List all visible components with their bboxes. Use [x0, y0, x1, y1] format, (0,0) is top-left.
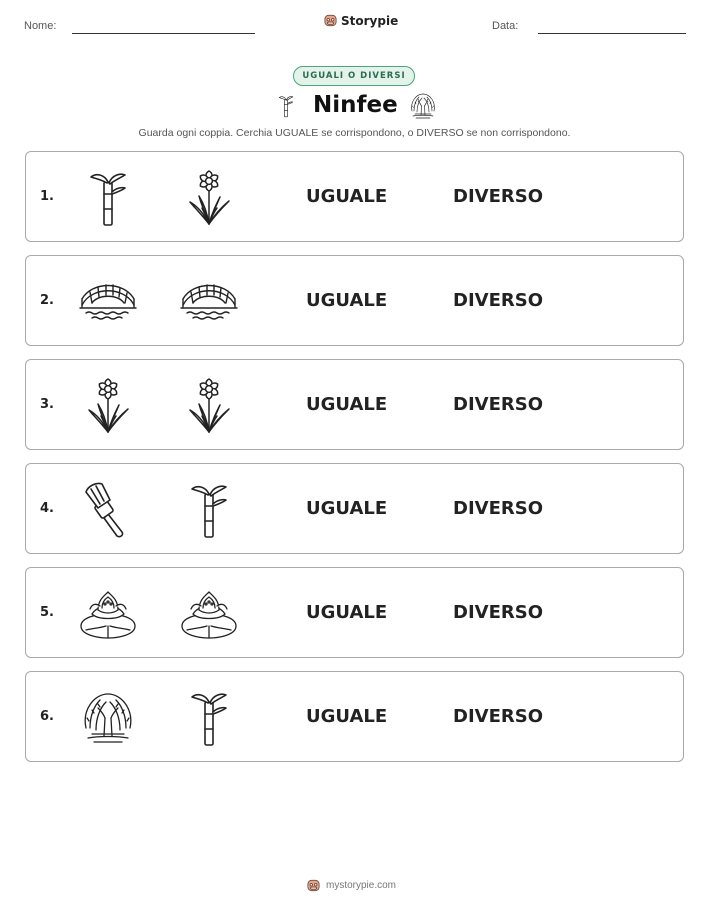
paintbrush-icon — [78, 480, 138, 540]
row-number: 6. — [40, 709, 54, 724]
question-row-4 — [25, 463, 684, 554]
footer-url[interactable]: mystorypie.com — [326, 880, 397, 891]
option-different[interactable]: DIVERSO — [453, 290, 543, 311]
bridge-icon — [78, 272, 138, 332]
option-same[interactable]: UGUALE — [306, 498, 388, 519]
name-line[interactable] — [72, 33, 255, 34]
brand-name: Storypie — [341, 13, 399, 28]
row-number: 1. — [40, 189, 54, 204]
option-same[interactable]: UGUALE — [306, 394, 388, 415]
option-same[interactable]: UGUALE — [306, 186, 388, 207]
question-row-2 — [25, 255, 684, 346]
option-different[interactable]: DIVERSO — [453, 602, 543, 623]
row-number: 3. — [40, 397, 54, 412]
question-row-1 — [25, 151, 684, 242]
question-row-5 — [25, 567, 684, 658]
option-different[interactable]: DIVERSO — [453, 498, 543, 519]
option-same[interactable]: UGUALE — [306, 706, 388, 727]
daffodil-icon — [179, 168, 239, 228]
water-lily-icon — [78, 584, 138, 644]
option-same[interactable]: UGUALE — [306, 290, 388, 311]
question-row-6 — [25, 671, 684, 762]
willow-tree-icon — [78, 688, 138, 748]
option-different[interactable]: DIVERSO — [453, 394, 543, 415]
footer — [306, 878, 396, 893]
row-number: 2. — [40, 293, 54, 308]
worksheet-type-badge: UGUALI O DIVERSI — [293, 66, 415, 86]
date-label: Data: — [492, 20, 519, 32]
brand-logo — [323, 13, 398, 28]
question-row-3 — [25, 359, 684, 450]
storypie-mascot-icon — [323, 13, 338, 28]
option-same[interactable]: UGUALE — [306, 602, 388, 623]
row-number: 4. — [40, 501, 54, 516]
row-number: 5. — [40, 605, 54, 620]
page-title: Ninfee — [313, 92, 398, 118]
daffodil-icon — [78, 376, 138, 436]
date-line[interactable] — [538, 33, 686, 34]
bamboo-icon — [179, 688, 239, 748]
instructions: Guarda ogni coppia. Cerchia UGUALE se corrispondono, o DIVERSO se non corrispondono. — [138, 127, 571, 139]
bamboo-icon — [274, 91, 298, 121]
storypie-mascot-icon — [306, 878, 321, 893]
daffodil-icon — [179, 376, 239, 436]
bridge-icon — [179, 272, 239, 332]
water-lily-icon — [179, 584, 239, 644]
name-label: Nome: — [24, 20, 57, 32]
option-different[interactable]: DIVERSO — [453, 186, 543, 207]
bamboo-icon — [179, 480, 239, 540]
option-different[interactable]: DIVERSO — [453, 706, 543, 727]
willow-tree-icon — [407, 91, 439, 121]
bamboo-icon — [78, 168, 138, 228]
